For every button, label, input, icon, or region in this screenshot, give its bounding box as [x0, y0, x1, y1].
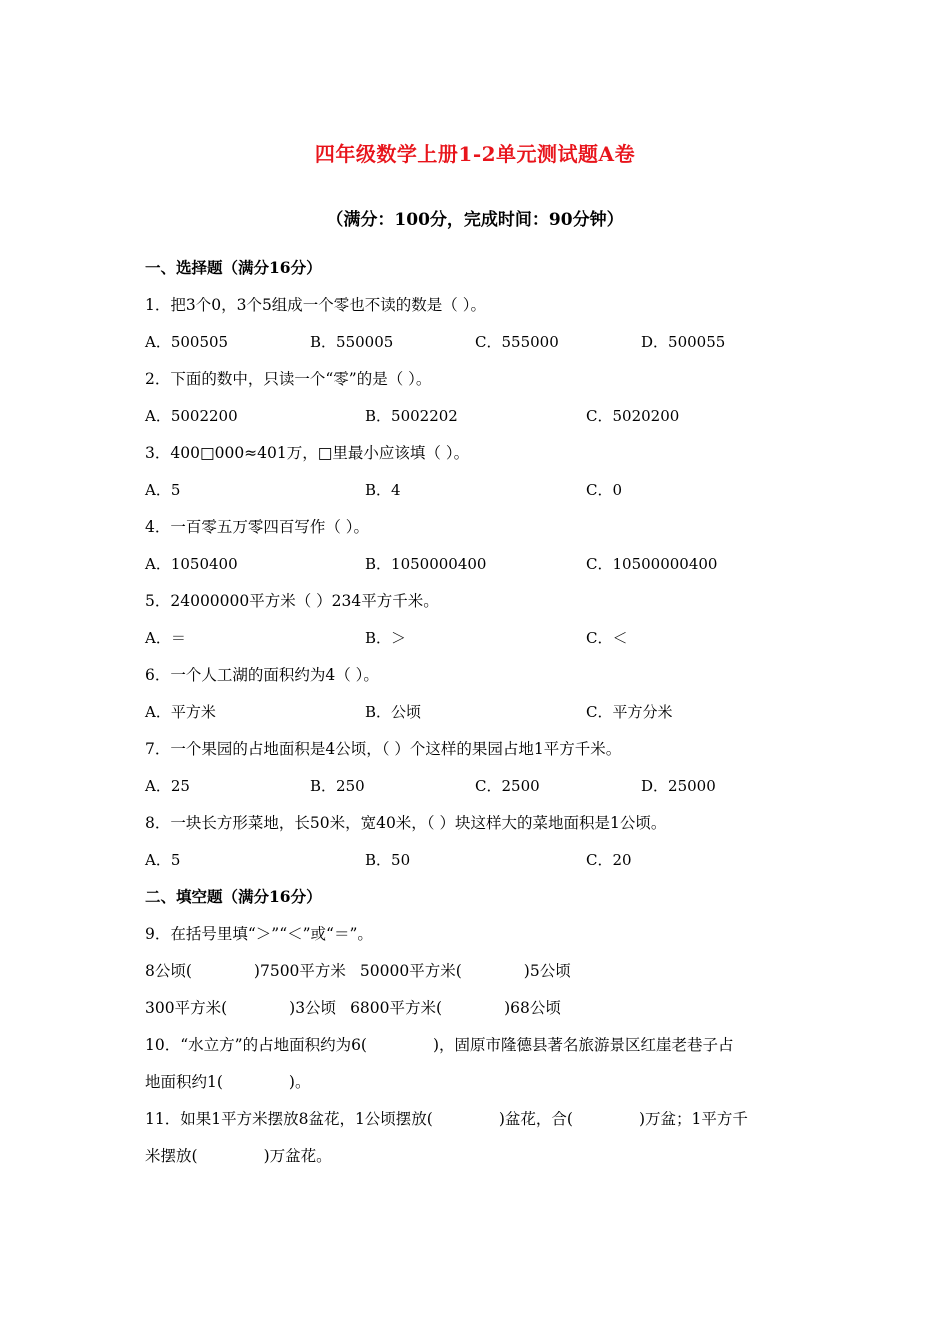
q3-option-b: B．4	[365, 481, 401, 499]
question-9-row-1	[145, 961, 571, 981]
q2-option-b: B．5002202	[365, 407, 458, 425]
question-8: 8．一块长方形菜地，长50米，宽40米，（ ）块这样大的菜地面积是1公顷。	[145, 814, 667, 832]
question-1: 1．把3个0，3个5组成一个零也不读的数是（ ）。	[145, 296, 486, 314]
q8-option-a: A．5	[145, 851, 181, 869]
q9-r1-item2-start: 50000平方米(	[359, 962, 462, 980]
q10-text-1: 10．“水立方”的占地面积约为6(	[145, 1036, 367, 1054]
q4-option-c: C．10500000400	[586, 555, 718, 573]
q9-r1-item1-end: )7500平方米	[253, 962, 346, 980]
q6-option-b: B．公顷	[365, 703, 422, 721]
q1-option-b: B．550005	[310, 333, 394, 351]
q7-option-d: D．25000	[641, 777, 716, 795]
q8-option-c: C．20	[586, 851, 632, 869]
q1-option-d: D．500055	[641, 333, 726, 351]
q11-text-3: )万盆；1平方千	[638, 1110, 748, 1128]
q11-text-1: 11．如果1平方米摆放8盆花，1公顷摆放(	[145, 1110, 433, 1128]
q2-option-a: A．5002200	[145, 407, 238, 425]
q1-option-c: C．555000	[475, 333, 559, 351]
document-subtitle: （满分：100分，完成时间：90分钟）	[326, 210, 624, 230]
q9-r2-item1-start: 300平方米(	[145, 999, 228, 1017]
question-9-row-2	[145, 998, 561, 1018]
section-1-heading: 一、选择题（满分16分）	[145, 258, 322, 277]
question-10-line-1	[145, 1035, 734, 1055]
q11-text-2: )盆花，合(	[498, 1110, 573, 1128]
question-7: 7．一个果园的占地面积是4公顷，（ ）个这样的果园占地1平方千米。	[145, 740, 622, 758]
question-11-line-1	[145, 1109, 748, 1129]
question-9: 9．在括号里填“＞”“＜”或“＝”。	[145, 925, 373, 943]
question-5: 5．24000000平方米（ ）234平方千米。	[145, 592, 439, 610]
q4-option-b: B．1050000400	[365, 555, 487, 573]
q4-option-a: A．1050400	[145, 555, 238, 573]
q9-r2-item1-end: )3公顷	[289, 999, 337, 1017]
q9-r2-item2-start: 6800平方米(	[350, 999, 443, 1017]
q5-option-a: A．＝	[145, 629, 186, 647]
q7-option-a: A．25	[145, 777, 190, 795]
q10-text-4: )。	[288, 1073, 311, 1091]
q8-option-b: B．50	[365, 851, 411, 869]
q9-r1-item1-start: 8公顷(	[145, 962, 192, 980]
q9-r2-item2-end: )68公顷	[504, 999, 561, 1017]
question-6: 6．一个人工湖的面积约为4（ ）。	[145, 666, 379, 684]
question-2: 2．下面的数中，只读一个“零”的是（ ）。	[145, 370, 432, 388]
q11-text-4: 米摆放(	[145, 1147, 198, 1165]
document-title: 四年级数学上册1-2单元测试题A卷	[314, 142, 636, 166]
q1-option-a: A．500505	[145, 333, 229, 351]
q10-text-2: )，固原市隆德县著名旅游景区红崖老巷子占	[432, 1036, 734, 1054]
section-2-heading: 二、填空题（满分16分）	[145, 887, 322, 906]
q7-option-c: C．2500	[475, 777, 540, 795]
question-10-line-2	[145, 1072, 310, 1092]
q5-option-b: B．＞	[365, 629, 407, 647]
q3-option-a: A．5	[145, 481, 181, 499]
question-3: 3．400□000≈401万，□里最小应该填（ ）。	[145, 444, 470, 462]
q7-option-b: B．250	[310, 777, 365, 795]
q11-text-5: )万盆花。	[263, 1147, 332, 1165]
q6-option-c: C．平方分米	[586, 703, 673, 721]
question-11-line-2	[145, 1146, 332, 1166]
q6-option-a: A．平方米	[145, 703, 216, 721]
q9-r1-item2-end: )5公顷	[523, 962, 571, 980]
q5-option-c: C．＜	[586, 629, 628, 647]
q3-option-c: C．0	[586, 481, 623, 499]
q10-text-3: 地面积约1(	[145, 1073, 223, 1091]
question-4: 4．一百零五万零四百写作（ ）。	[145, 518, 370, 536]
q2-option-c: C．5020200	[586, 407, 680, 425]
